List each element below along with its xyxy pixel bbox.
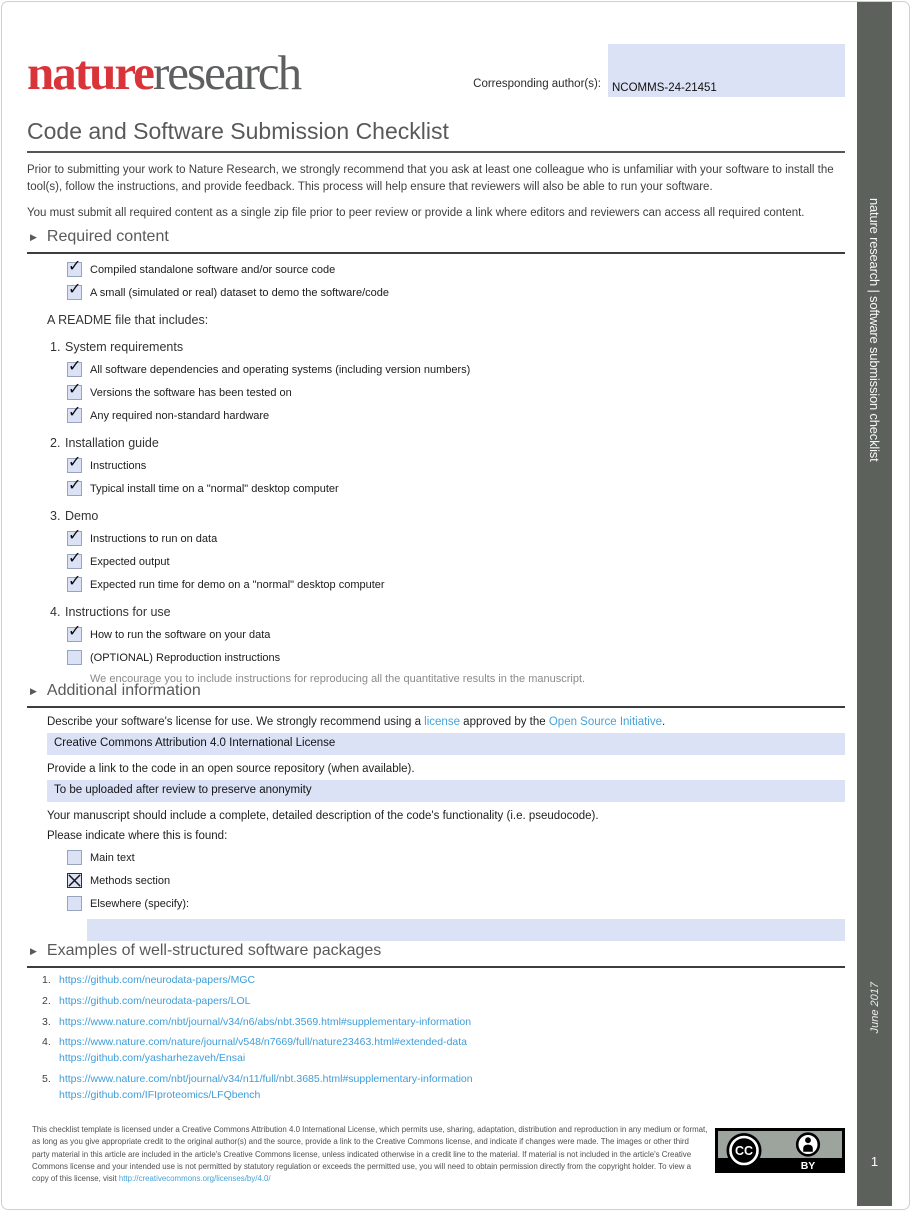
corresponding-author-value: NCOMMS-24-21451: [612, 82, 717, 94]
checklist-label: Expected output: [90, 555, 170, 568]
checklist-label: Elsewhere (specify):: [90, 897, 190, 910]
checklist-row: [67, 379, 845, 400]
item-title: System requirements: [65, 340, 184, 354]
repository-line: Provide a link to the code in an open source repository (when available).: [47, 763, 415, 775]
checklist-label: Instructions to run on data: [90, 532, 218, 545]
person-icon: [797, 1134, 819, 1156]
checkbox-checked[interactable]: [67, 256, 82, 277]
corresponding-author-input[interactable]: [608, 44, 845, 97]
license-input[interactable]: Creative Commons Attribution 4.0 International License: [47, 733, 845, 755]
checklist-row: [67, 650, 845, 665]
checklist-row: [67, 525, 845, 546]
logo-word-nature: nature: [27, 45, 153, 101]
triangle-icon: ▶: [30, 232, 37, 242]
check-icon: ✓: [68, 452, 82, 471]
item-title: Demo: [65, 509, 99, 523]
item-number: 1.: [42, 974, 51, 986]
license-footer: [32, 1124, 847, 1185]
triangle-icon: ▶: [30, 946, 37, 956]
example-link[interactable]: https://www.nature.com/nature/journal/v548/n7669/full/nature23463.html#extended-data: [59, 1036, 468, 1049]
item-title: Instructions for use: [65, 605, 171, 619]
checkbox-checked[interactable]: [67, 475, 82, 496]
checklist-label: Methods section: [90, 874, 171, 887]
checkbox-unchecked[interactable]: [67, 650, 82, 665]
section-heading-required: [27, 228, 845, 254]
example-link[interactable]: https://github.com/neurodata-papers/MGC: [59, 974, 256, 986]
section-heading-label: Additional information: [46, 682, 201, 699]
where-found-line: Please indicate where this is found:: [47, 830, 228, 842]
item-number: 2.: [50, 436, 61, 450]
checkbox-checked[interactable]: [67, 356, 82, 377]
check-icon: ✓: [68, 356, 82, 375]
checklist-row: [67, 256, 845, 277]
main-content: [27, 2, 845, 1209]
badge-by-label: BY: [800, 1160, 816, 1172]
checklist-label: How to run the software on your data: [90, 628, 271, 641]
section-heading-label: Required content: [46, 228, 169, 245]
x-mark-icon: [68, 874, 81, 887]
checklist-label: Any required non-standard hardware: [90, 409, 270, 422]
triangle-icon: ▶: [30, 686, 37, 696]
optional-note: We encourage you to include instructions for reproducing all the quantitative results in the manuscript.: [90, 673, 586, 685]
example-item: [42, 1015, 845, 1031]
example-link[interactable]: https://github.com/IFIproteomics/LFQbench: [59, 1088, 261, 1101]
open-source-initiative-link[interactable]: Open Source Initiative: [548, 716, 663, 728]
page-number: 1: [870, 1154, 879, 1169]
check-icon: ✓: [68, 279, 82, 298]
checkbox-checked[interactable]: [67, 621, 82, 642]
section-heading-label: Examples of well-structured software packages: [46, 942, 382, 959]
checkbox-checked[interactable]: [67, 525, 82, 546]
checkbox-checked[interactable]: [67, 379, 82, 400]
page-title: Code and Software Submission Checklist: [27, 118, 845, 153]
example-link[interactable]: https://www.nature.com/nbt/journal/v34/n6/abs/nbt.3569.html#supplementary-information: [59, 1015, 472, 1028]
check-icon: ✓: [68, 548, 82, 567]
example-link[interactable]: https://github.com/yasharhezaveh/Ensai: [59, 1052, 246, 1064]
nature-research-logo: [27, 45, 301, 101]
elsewhere-input[interactable]: [87, 919, 845, 941]
intro-paragraphs: [27, 162, 845, 222]
example-link[interactable]: https://www.nature.com/nbt/journal/v34/n11/full/nbt.3685.html#supplementary-information: [59, 1072, 473, 1085]
checkbox-unchecked[interactable]: [67, 896, 82, 911]
checklist-label: Expected run time for demo on a "normal" desktop computer: [90, 578, 385, 591]
checklist-page: [1, 1, 910, 1210]
checklist-row: [67, 279, 845, 300]
item-number: 4.: [50, 605, 61, 619]
example-item: [42, 1072, 845, 1104]
item-number: 3.: [50, 509, 61, 523]
checklist-row: [67, 873, 845, 888]
side-banner-title: nature research | software submission checklist: [867, 198, 882, 462]
checklist-label: Instructions: [90, 459, 147, 472]
section-examples: [27, 942, 845, 1108]
item-title: Installation guide: [65, 436, 159, 450]
checklist-row: [67, 571, 845, 592]
check-icon: ✓: [68, 475, 82, 494]
checkbox-unchecked[interactable]: [67, 850, 82, 865]
cc-by-badge: [715, 1128, 845, 1178]
checklist-row: [67, 548, 845, 569]
checklist-row: [67, 402, 845, 423]
check-icon: ✓: [68, 571, 82, 590]
cc-license-link[interactable]: http://creativecommons.org/licenses/by/4.0/: [118, 1174, 271, 1183]
section-additional-information: [27, 682, 845, 941]
checkbox-checked[interactable]: [67, 452, 82, 473]
repository-input[interactable]: To be uploaded after review to preserve anonymity: [47, 780, 845, 802]
checklist-row: [67, 475, 845, 496]
checklist-label: Main text: [90, 851, 135, 864]
check-icon: ✓: [68, 379, 82, 398]
example-item: [42, 1035, 845, 1067]
check-icon: ✓: [68, 525, 82, 544]
numbered-item: [50, 436, 845, 450]
checkbox-checked[interactable]: [67, 402, 82, 423]
checklist-label: A small (simulated or real) dataset to demo the software/code: [90, 286, 389, 299]
side-banner-date: June 2017: [868, 982, 881, 1034]
footer-license-text: This checklist template is licensed under a Creative Commons Attribution 4.0 International License, which permits use, sharing, adaptation, distribution and reproduction in any medium or format, as long as you give appropriate credit to the original author(s) and the source, provide a link to the Creative Commons license, and indicate if changes were made. The images or other third party material in this article are included in the article's Creative Commons license, unless indicated otherwise in a credit line to the material. If material is not included in the article's Creative Commons license and your intended use is not permitted by statutory regulation or exceeds the permitted use, you will need to obtain permission directly from the copyright holder. To view a copy of this license, visit http://creativecommons.org/licenses/by/4.0/: [32, 1125, 708, 1183]
intro-paragraph-1: Prior to submitting your work to Nature Research, we strongly recommend that you ask at least one colleague who is unfamiliar with your software to install the tool(s), follow the instructions, and provide feedback. This process will help ensure that reviewers will also be able to run your software.: [27, 164, 834, 194]
checkbox-checked[interactable]: [67, 279, 82, 300]
item-number: 1.: [50, 340, 61, 354]
numbered-item: [50, 340, 845, 354]
item-number: 4.: [42, 1036, 51, 1049]
checkbox-checked[interactable]: [67, 571, 82, 592]
example-link[interactable]: https://github.com/neurodata-papers/LOL: [59, 994, 251, 1007]
section-heading-additional: [27, 682, 845, 708]
page-header: [27, 2, 845, 101]
item-number: 2.: [42, 994, 51, 1007]
checklist-label: Typical install time on a "normal" desktop computer: [90, 482, 339, 495]
checklist-label: Compiled standalone software and/or source code: [90, 263, 336, 276]
intro-paragraph-2: You must submit all required content as a single zip file prior to peer review or provide a link where editors and reviewers can access all required content.: [27, 207, 805, 220]
check-icon: ✓: [68, 256, 82, 275]
license-description-line: Describe your software's license for use. We strongly recommend using a license approved by the Open Source Initiative.: [47, 716, 666, 728]
checklist-row: [67, 452, 845, 473]
readme-label: A README file that includes:: [47, 313, 209, 327]
example-item: [42, 994, 845, 1010]
checklist-row: [67, 850, 845, 865]
example-item: [42, 973, 845, 989]
manuscript-line: Your manuscript should include a complete, detailed description of the code's functionality (i.e. pseudocode).: [47, 810, 599, 822]
checklist-label: (OPTIONAL) Reproduction instructions: [90, 651, 281, 664]
item-number: 3.: [42, 1015, 51, 1028]
side-banner: [857, 2, 892, 1206]
check-icon: ✓: [68, 621, 82, 640]
checklist-label: All software dependencies and operating systems (including version numbers): [90, 363, 471, 376]
item-number: 5.: [42, 1072, 51, 1085]
numbered-item: [50, 509, 845, 523]
checkbox-x-checked[interactable]: [67, 873, 82, 888]
checklist-label: Versions the software has been tested on: [90, 386, 292, 399]
license-link[interactable]: license: [424, 716, 460, 728]
check-icon: ✓: [68, 402, 82, 421]
checklist-row: [67, 896, 845, 911]
cc-letters: CC: [734, 1144, 754, 1158]
corresponding-author-label: Corresponding author(s):: [473, 78, 601, 90]
cc-by-badge-image: [715, 1128, 845, 1173]
cc-icon: [727, 1133, 762, 1168]
section-required-content: [27, 228, 845, 685]
checklist-row: [67, 621, 845, 642]
logo-word-research: research: [152, 45, 301, 101]
checklist-row: [67, 356, 845, 377]
checkbox-checked[interactable]: [67, 548, 82, 569]
section-heading-examples: [27, 942, 845, 968]
numbered-item: [50, 605, 845, 619]
corresponding-author-area: [473, 44, 845, 97]
